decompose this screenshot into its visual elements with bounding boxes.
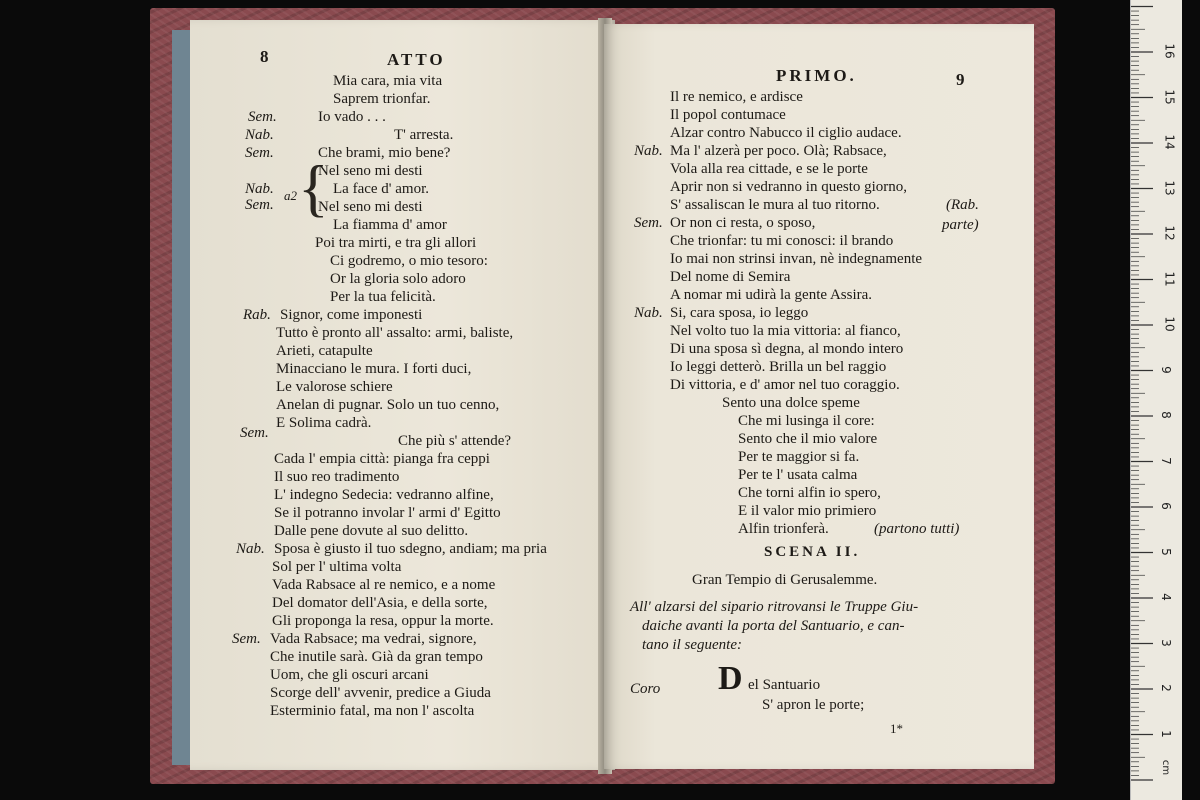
text-line: Tutto è pronto all' assalto: armi, baliste, (276, 325, 514, 341)
measuring-ruler (1130, 0, 1182, 800)
text-line: el Santuario (748, 677, 821, 693)
text-line: Poi tra mirti, e tra gli allori (315, 235, 477, 251)
text-line: Scorge dell' avvenir, predice a Giuda (270, 685, 491, 701)
stage-direction: daiche avanti la porta del Santuario, e can- (642, 618, 905, 634)
chorus-label: Coro (630, 681, 661, 697)
speaker-label: Sem. (245, 197, 274, 213)
ruler-number: 15 (1162, 88, 1177, 105)
text-line: Nel seno mi desti (318, 163, 423, 179)
text-line: Signor, come imponesti (280, 307, 423, 323)
stage-direction: tano il seguente: (642, 637, 742, 653)
text-line: Alfin trionferà. (738, 521, 829, 537)
ruler-number: 3 (1158, 638, 1173, 647)
speaker-label: Nab. (236, 541, 265, 557)
speaker-label: Sem. (240, 425, 269, 441)
right-page (604, 24, 1034, 769)
text-line: Ci godremo, o mio tesoro: (330, 253, 488, 269)
text-line: Io vado . . . (318, 109, 386, 125)
text-line: Sol per l' ultima volta (272, 559, 402, 575)
text-line: Se il potranno involar l' armi d' Egitto (274, 505, 501, 521)
speaker-label: Sem. (248, 109, 277, 125)
ruler-number: 12 (1162, 225, 1177, 241)
speaker-label: Nab. (634, 305, 663, 321)
text-line: Dalle pene dovute al suo delitto. (274, 523, 469, 539)
text-line: Saprem trionfar. (333, 91, 431, 107)
speaker-label: Sem. (232, 631, 261, 647)
speaker-label: Sem. (245, 145, 274, 161)
text-line: La fiamma d' amor (333, 217, 447, 233)
text-line: Vola alla rea cittade, e se le porte (670, 161, 868, 177)
page-header: PRIMO. (776, 66, 857, 85)
text-line: Alzar contro Nabucco il ciglio audace. (670, 125, 902, 141)
text-line: Aprir non si vedranno in questo giorno, (670, 179, 908, 195)
text-line: Del nome di Semira (670, 269, 791, 285)
text-line: Vada Rabsace; ma vedrai, signore, (270, 631, 477, 647)
ruler-number: 8 (1158, 411, 1173, 419)
text-line: Che torni alfin io spero, (738, 485, 881, 501)
text-line: T' arresta. (394, 127, 454, 143)
text-line: Minacciano le mura. I forti duci, (276, 361, 472, 377)
signature-mark: 1* (890, 721, 903, 736)
text-line: Gli proponga la resa, oppur la morte. (272, 613, 494, 629)
text-line: A nomar mi udirà la gente Assira. (670, 287, 873, 303)
ruler-number: 2 (1158, 684, 1173, 692)
page-number: 9 (956, 70, 965, 89)
ruler-number: 4 (1158, 593, 1173, 601)
text-line: Per te l' usata calma (738, 467, 858, 483)
text-line: Che mi lusinga il core: (738, 413, 875, 429)
text-line: Del domator dell'Asia, e della sorte, (272, 595, 488, 611)
drop-capital: D (718, 660, 743, 697)
text-line: Per la tua felicità. (330, 289, 436, 305)
speaker-label: Sem. (634, 215, 663, 231)
text-line: Mia cara, mia vita (333, 73, 443, 89)
page-number: 8 (260, 47, 269, 66)
duet-mark: a2 (284, 188, 297, 203)
text-line: Che più s' attende? (398, 433, 512, 449)
ruler-number: 16 (1162, 43, 1177, 59)
ruler-number: 7 (1158, 456, 1173, 465)
ruler-number: 13 (1162, 179, 1177, 196)
text-line: E il valor mio primiero (738, 503, 877, 519)
text-line: Che brami, mio bene? (318, 145, 451, 161)
text-line: Or non ci resta, o sposo, (670, 215, 816, 231)
speaker-label: Nab. (245, 181, 274, 197)
page-header: ATTO (387, 50, 446, 69)
text-line: Cada l' empia città: pianga fra ceppi (274, 451, 490, 467)
ruler-number: 11 (1162, 270, 1177, 287)
text-line: Per te maggior si fa. (738, 449, 860, 465)
speaker-label: Rab. (243, 307, 271, 323)
text-line: Si, cara sposa, io leggo (670, 305, 809, 321)
text-line: L' indegno Sedecia: vedranno alfine, (274, 487, 494, 503)
ruler-number: 1 (1158, 729, 1173, 738)
scene-title: SCENA II. (764, 544, 861, 560)
text-line: Uom, che gli oscuri arcani (270, 667, 429, 683)
text-line: S' apron le porte; (762, 697, 865, 713)
text-line: La face d' amor. (333, 181, 429, 197)
ruler-number: 10 (1162, 316, 1177, 332)
text-line: Arieti, catapulte (276, 343, 373, 359)
stage-direction: All' alzarsi del sipario ritrovansi le Truppe Giu- (630, 599, 919, 615)
text-line: Sento che il mio valore (738, 431, 878, 447)
text-line: Esterminio fatal, ma non l' ascolta (270, 703, 475, 719)
ruler-number: 14 (1162, 134, 1177, 150)
ruler-ticks (1131, 0, 1183, 800)
text-line: E Solima cadrà. (276, 415, 372, 431)
text-line: Sento una dolce speme (722, 395, 860, 411)
text-line: S' assaliscan le mura al tuo ritorno. (670, 197, 880, 213)
text-line: (partono tutti) (874, 521, 960, 537)
text-line: Il popol contumace (670, 107, 786, 123)
text-line: Io leggi detterò. Brilla un bel raggio (670, 359, 887, 375)
text-line: Che trionfar: tu mi conosci: il brando (670, 233, 894, 249)
text-line: Di una sposa sì degna, al mondo intero (670, 341, 904, 357)
text-line: Ma l' alzerà per poco. Olà; Rabsace, (670, 143, 887, 159)
text-line: Nel volto tuo la mia vittoria: al fianco, (670, 323, 901, 339)
text-line: Anelan di pugnar. Solo un tuo cenno, (276, 397, 500, 413)
text-line: parte) (942, 217, 979, 233)
ruler-number: 5 (1158, 547, 1173, 556)
ruler-number: 9 (1158, 365, 1173, 374)
text-line: Che inutile sarà. Già da gran tempo (270, 649, 483, 665)
text-line: Vada Rabsace al re nemico, e a nome (272, 577, 496, 593)
text-line: Il re nemico, e ardisce (670, 89, 803, 105)
speaker-label: Nab. (245, 127, 274, 143)
duet-brace: { (298, 152, 329, 223)
text-line: Di vittoria, e d' amor nel tuo coraggio. (670, 377, 900, 393)
scene-place: Gran Tempio di Gerusalemme. (692, 572, 878, 588)
text-line: Il suo reo tradimento (274, 469, 400, 485)
text-line: Or la gloria solo adoro (330, 271, 466, 287)
left-page (190, 20, 615, 770)
ruler-number: 6 (1158, 502, 1173, 510)
text-line: Io mai non strinsi invan, nè indegnamente (670, 251, 923, 267)
speaker-label: Nab. (634, 143, 663, 159)
text-line: (Rab. (946, 197, 979, 213)
ruler-unit: cm (1160, 759, 1172, 776)
text-line: Le valorose schiere (276, 379, 393, 395)
text-line: Nel seno mi desti (318, 199, 423, 215)
text-line: Sposa è giusto il tuo sdegno, andiam; ma pria (274, 541, 547, 557)
